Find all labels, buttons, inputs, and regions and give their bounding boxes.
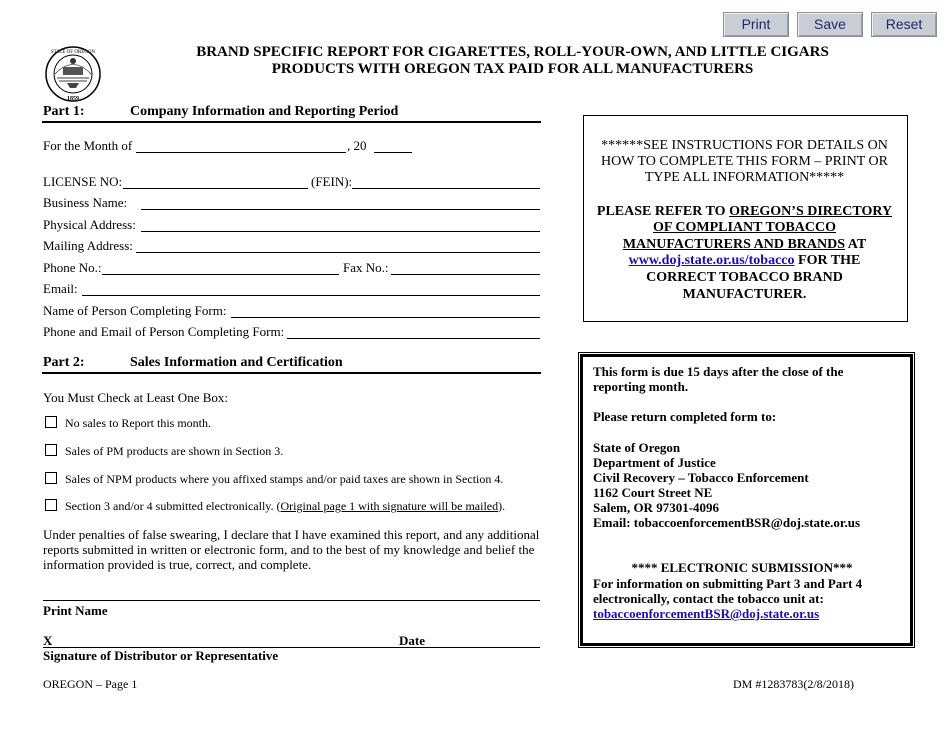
year-prefix: , 20 bbox=[347, 138, 367, 153]
part1-label: Part 1: bbox=[43, 104, 85, 119]
checkbox-no-sales[interactable] bbox=[45, 416, 211, 431]
address-line4: 1162 Court Street NE bbox=[593, 485, 713, 500]
checkbox-label: Sales of NPM products where you affixed stamps and/or paid taxes are shown in Section 4. bbox=[65, 472, 504, 486]
business-name-label: Business Name: bbox=[43, 195, 128, 210]
month-label: For the Month of bbox=[43, 138, 133, 153]
part1-title: Company Information and Reporting Period bbox=[130, 104, 399, 119]
return-label: Please return completed form to: bbox=[593, 409, 777, 424]
checkbox-pm-products[interactable] bbox=[45, 444, 283, 459]
checkbox-label-end: ). bbox=[498, 499, 506, 513]
part2-rule bbox=[42, 372, 541, 374]
address-line5: Salem, OR 97301-4096 bbox=[593, 500, 720, 515]
business-name-field[interactable] bbox=[141, 209, 540, 210]
svg-text:STATE OF OREGON: STATE OF OREGON bbox=[50, 50, 96, 55]
electronic-line2: electronically, contact the tobacco unit at: bbox=[593, 591, 824, 606]
date-label: Date bbox=[399, 633, 425, 648]
phone-label: Phone No.: bbox=[43, 260, 102, 275]
directory-line5: CORRECT TOBACCO BRAND bbox=[646, 270, 843, 285]
notice-line2: HOW TO COMPLETE THIS FORM – PRINT OR bbox=[601, 154, 888, 169]
checkbox-label-underlined: Original page 1 with signature will be mailed bbox=[280, 499, 499, 513]
part2-title: Sales Information and Certification bbox=[130, 355, 343, 370]
svg-text:1859: 1859 bbox=[67, 96, 79, 102]
fein-label: (FEIN): bbox=[311, 174, 353, 189]
part1-rule bbox=[42, 121, 541, 123]
month-field[interactable] bbox=[136, 152, 346, 153]
phone-field[interactable] bbox=[102, 274, 339, 275]
due-line1: This form is due 15 days after the close of the bbox=[593, 364, 844, 379]
return-email: Email: tobaccoenforcementBSR@doj.state.or.us bbox=[593, 515, 861, 530]
directory-line4 bbox=[584, 253, 905, 269]
tobacco-unit-email-link[interactable]: tobaccoenforcementBSR@doj.state.or.us bbox=[593, 606, 820, 621]
part2-label: Part 2: bbox=[43, 355, 85, 370]
person-name-label: Name of Person Completing Form: bbox=[43, 303, 227, 318]
address-line3: Civil Recovery – Tobacco Enforcement bbox=[593, 470, 809, 485]
oregon-seal-icon bbox=[43, 45, 103, 103]
directory-line6: MANUFACTURER. bbox=[682, 287, 807, 302]
print-button[interactable]: Print bbox=[723, 12, 789, 37]
fax-label: Fax No.: bbox=[343, 260, 389, 275]
email-label: Email: bbox=[43, 281, 78, 296]
checkbox-label: Section 3 and/or 4 submitted electronically. ( bbox=[65, 499, 281, 513]
directory-line1 bbox=[584, 204, 905, 220]
declaration-line3: information provided is true, correct, and complete. bbox=[43, 557, 312, 572]
fein-field[interactable] bbox=[352, 188, 540, 189]
signature-label: Signature of Distributor or Representative bbox=[43, 648, 279, 663]
mailing-address-label: Mailing Address: bbox=[43, 238, 133, 253]
person-contact-label: Phone and Email of Person Completing Form: bbox=[43, 324, 285, 339]
license-label: LICENSE NO: bbox=[43, 174, 123, 189]
mailing-address-field[interactable] bbox=[136, 252, 540, 253]
fax-field[interactable] bbox=[391, 274, 540, 275]
signature-x: X bbox=[43, 633, 53, 648]
doc-number: DM #1283783(2/8/2018) bbox=[733, 677, 854, 691]
directory-pre: PLEASE REFER TO bbox=[596, 204, 730, 219]
address-line2: Department of Justice bbox=[593, 455, 716, 470]
checkbox-icon[interactable] bbox=[45, 499, 57, 511]
doj-tobacco-link[interactable]: www.doj.state.or.us/tobacco bbox=[628, 253, 795, 268]
declaration-line2: reports submitted in written or electronic form, and to the best of my knowledge and belief the bbox=[43, 542, 535, 557]
form-title-line1: BRAND SPECIFIC REPORT FOR CIGARETTES, ROLL-YOUR-OWN, AND LITTLE CIGARS bbox=[196, 44, 829, 60]
page-footer: OREGON – Page 1 bbox=[43, 677, 138, 691]
physical-address-label: Physical Address: bbox=[43, 217, 136, 232]
address-line1: State of Oregon bbox=[593, 440, 681, 455]
directory-link-part2[interactable]: OF COMPLIANT TOBACCO bbox=[652, 220, 837, 235]
checkbox-icon[interactable] bbox=[45, 472, 57, 484]
person-contact-field[interactable] bbox=[287, 338, 540, 339]
checkbox-electronic[interactable] bbox=[45, 499, 505, 514]
due-line2: reporting month. bbox=[593, 379, 689, 394]
reset-button[interactable]: Reset bbox=[871, 12, 937, 37]
form-title-line2: PRODUCTS WITH OREGON TAX PAID FOR ALL MANUFACTURERS bbox=[271, 61, 754, 77]
directory-for-the: FOR THE bbox=[794, 253, 861, 268]
notice-line1: ******SEE INSTRUCTIONS FOR DETAILS ON bbox=[601, 138, 888, 153]
directory-link-part1[interactable]: OREGON’S DIRECTORY bbox=[729, 204, 893, 219]
electronic-line1: For information on submitting Part 3 and Part 4 bbox=[593, 576, 863, 591]
license-field[interactable] bbox=[123, 188, 308, 189]
year-field[interactable] bbox=[374, 152, 412, 153]
checkbox-icon[interactable] bbox=[45, 416, 57, 428]
person-name-field[interactable] bbox=[231, 317, 540, 318]
checkbox-npm-products[interactable] bbox=[45, 472, 503, 487]
print-name-label: Print Name bbox=[43, 603, 108, 618]
checkbox-label: Sales of PM products are shown in Section 3. bbox=[65, 444, 284, 458]
notice-line3: TYPE ALL INFORMATION***** bbox=[644, 170, 845, 185]
physical-address-field[interactable] bbox=[141, 231, 540, 232]
directory-at: AT bbox=[845, 237, 867, 252]
declaration-line1: Under penalties of false swearing, I declare that I have examined this report, and any additional bbox=[43, 527, 540, 542]
save-button[interactable]: Save bbox=[797, 12, 863, 37]
checkbox-instruction: You Must Check at Least One Box: bbox=[43, 390, 229, 405]
directory-line3 bbox=[584, 237, 905, 253]
directory-link-part3[interactable]: MANUFACTURERS AND BRANDS bbox=[622, 237, 846, 252]
email-field[interactable] bbox=[82, 295, 540, 296]
electronic-heading: **** ELECTRONIC SUBMISSION*** bbox=[631, 560, 853, 575]
checkbox-icon[interactable] bbox=[45, 444, 57, 456]
checkbox-label: No sales to Report this month. bbox=[65, 416, 211, 430]
print-name-field[interactable] bbox=[43, 600, 540, 601]
